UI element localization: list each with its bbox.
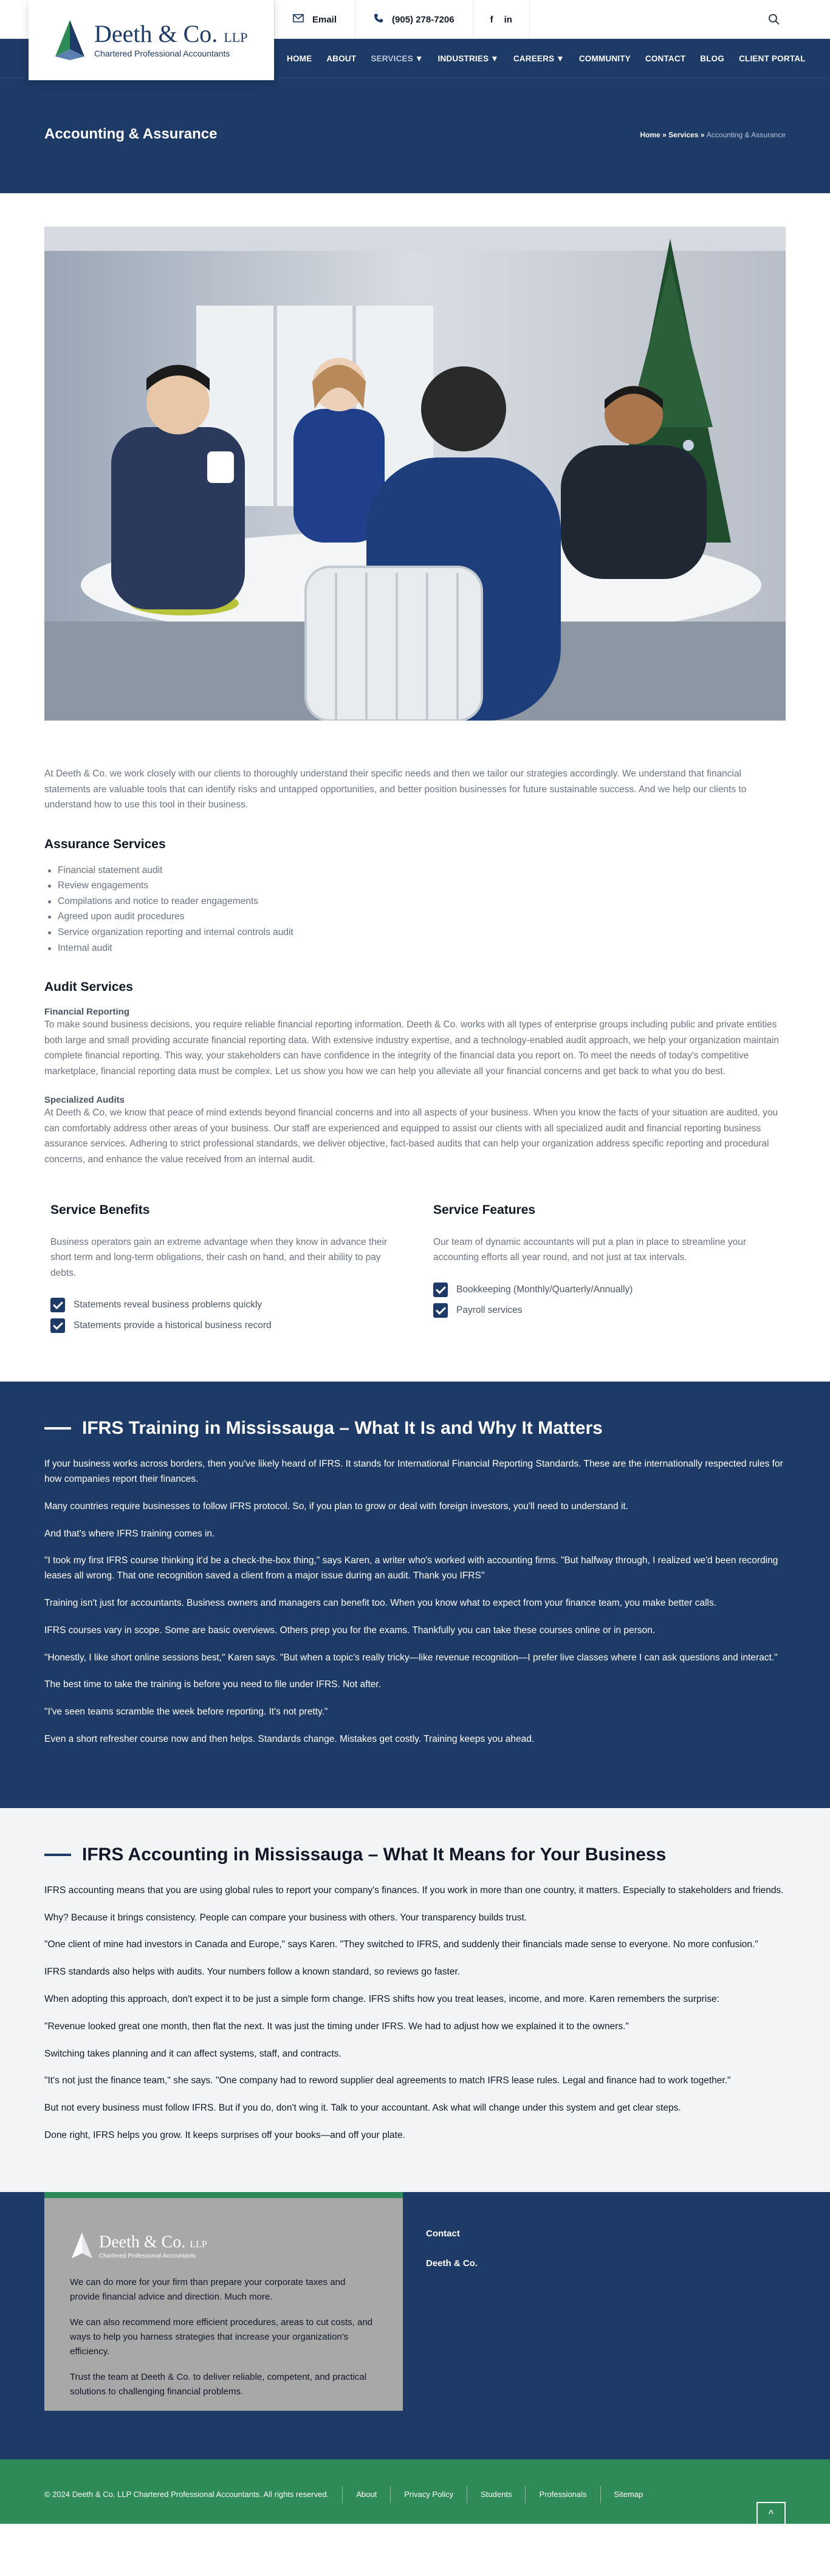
paragraph: "I took my first IFRS course thinking it'd be a check-the-box thing," says Karen, a writer who's worked with accounting firms. "But halfway through, I realized we'd been recording leases all wrong. That one recognition saved a client from a major issue during an audit. Thank you IFRS" bbox=[44, 1555, 778, 1581]
paragraph: "Honestly, I like short online sessions best," Karen says. "But when a topic's really tricky—like revenue recognition—I prefer live classes where I can ask questions and interact." bbox=[44, 1652, 778, 1663]
service-features-title: Service Features bbox=[433, 1202, 536, 1217]
chevron-down-icon: ▼ bbox=[490, 53, 499, 63]
financial-reporting-title: Financial Reporting bbox=[44, 1007, 130, 1018]
footer-brand-suffix: LLP bbox=[190, 2239, 207, 2250]
list-item: Agreed upon audit procedures bbox=[44, 909, 786, 925]
footer-link-contact[interactable]: Contact bbox=[426, 2228, 460, 2239]
divider bbox=[390, 2486, 391, 2503]
checkbox-checked-icon bbox=[433, 1303, 448, 1318]
nav-services[interactable] bbox=[371, 54, 423, 63]
breadcrumb bbox=[640, 131, 786, 139]
service-columns bbox=[44, 1203, 786, 1340]
footer-brand-tagline: Chartered Professional Accountants bbox=[99, 2252, 196, 2259]
breadcrumb-separator: » bbox=[662, 131, 667, 139]
section-heading bbox=[44, 1845, 786, 1865]
search-icon[interactable] bbox=[768, 13, 780, 26]
chevron-down-icon: ▼ bbox=[556, 53, 564, 63]
checkbox-checked-icon bbox=[50, 1318, 65, 1333]
paragraph: IFRS accounting means that you are using global rules to report your company's finances. If you work in more than one country, it matters. Especially to stakeholders and friends. bbox=[44, 1885, 784, 1896]
breadcrumb-separator: » bbox=[700, 131, 705, 139]
breadcrumb-current: Accounting & Assurance bbox=[706, 131, 786, 139]
checkbox-checked-icon bbox=[433, 1283, 448, 1297]
page-title: Accounting & Assurance bbox=[44, 126, 218, 142]
service-features-text: Our team of dynamic accountants will put a plan in place to streamline your accounting efforts all year round, and not just at tax intervals. bbox=[433, 1236, 747, 1263]
footer-logo[interactable] bbox=[70, 2232, 377, 2262]
paragraph: Training isn't just for accountants. Business owners and managers can benefit too. When you know what to expect from your finance team, you make better calls. bbox=[44, 1598, 717, 1609]
bottom-link-sitemap[interactable]: Sitemap bbox=[614, 2490, 643, 2499]
heading-dash bbox=[44, 1854, 71, 1856]
bottom-link-privacy[interactable]: Privacy Policy bbox=[404, 2490, 454, 2499]
main-content bbox=[0, 193, 830, 1382]
benefit-item bbox=[50, 1298, 397, 1312]
ifrs-accounting-section bbox=[0, 1808, 830, 2192]
service-features bbox=[427, 1203, 786, 1340]
brand-tagline: Chartered Professional Accountants bbox=[94, 49, 230, 58]
divider bbox=[342, 2486, 343, 2503]
footer-links bbox=[426, 2228, 478, 2288]
nav-careers-label: CAREERS bbox=[513, 53, 555, 63]
list-item: Compilations and notice to reader engagements bbox=[44, 894, 786, 909]
nav-industries-label: INDUSTRIES bbox=[437, 53, 489, 63]
bottom-link-professionals[interactable]: Professionals bbox=[539, 2490, 587, 2499]
nav-community[interactable]: COMMUNITY bbox=[578, 53, 631, 63]
service-benefits-title: Service Benefits bbox=[50, 1202, 150, 1217]
list-item: Financial statement audit bbox=[44, 863, 786, 879]
paragraph: Why? Because it brings consistency. People can compare your business with others. Your transparency builds trust. bbox=[44, 1912, 527, 1923]
ifrs-training-title: IFRS Training in Mississauga – What It Is and Why It Matters bbox=[82, 1418, 603, 1439]
logo[interactable] bbox=[29, 0, 274, 80]
ifrs-training-section bbox=[0, 1382, 830, 1808]
brand-name: Deeth & Co. bbox=[94, 20, 218, 47]
paragraph: Done right, IFRS helps you grow. It keeps surprises off your books—and off your plate. bbox=[44, 2129, 405, 2140]
assurance-list bbox=[44, 863, 786, 956]
service-benefits-text: Business operators gain an extreme advantage when they know in advance their short term and long-term obligations, their cash on hand, and their ability to pay debts. bbox=[50, 1236, 388, 1278]
service-benefits bbox=[44, 1203, 403, 1340]
footer-paragraph: Trust the team at Deeth & Co. to deliver reliable, competent, and practical solutions to challenging financial problems. bbox=[70, 2371, 367, 2397]
logo-text bbox=[94, 22, 247, 58]
specialized-audits-title: Specialized Audits bbox=[44, 1095, 125, 1106]
divider bbox=[525, 2486, 526, 2503]
bottom-bar bbox=[0, 2459, 830, 2524]
footer-paragraph: We can also recommend more efficient procedures, areas to cut costs, and ways to help you harness strategies that increase your organization's efficiency. bbox=[70, 2317, 373, 2357]
back-to-top-button[interactable] bbox=[756, 2502, 786, 2526]
paragraph: "I've seen teams scramble the week before reporting. It's not pretty." bbox=[44, 1707, 328, 1718]
nav-contact[interactable]: CONTACT bbox=[645, 53, 686, 63]
phone-icon bbox=[374, 13, 383, 26]
bottom-link-about[interactable]: About bbox=[356, 2490, 377, 2499]
email-link[interactable] bbox=[274, 0, 355, 39]
page-banner bbox=[0, 78, 830, 193]
paragraph: IFRS courses vary in scope. Some are basic overviews. Others prep you for the exams. Thankfully you can take these courses online or in person. bbox=[44, 1625, 656, 1636]
nav-industries[interactable] bbox=[438, 54, 499, 63]
footer-card bbox=[44, 2192, 403, 2411]
site-header bbox=[0, 0, 830, 78]
footer-paragraph: We can do more for your firm than prepare your corporate taxes and provide financial advice and direction. Much more. bbox=[70, 2276, 346, 2302]
logo-mark-icon bbox=[53, 19, 87, 61]
chevron-down-icon: ▼ bbox=[414, 53, 424, 63]
paragraph: And that's where IFRS training comes in. bbox=[44, 1528, 215, 1539]
bottom-links bbox=[44, 2486, 643, 2503]
paragraph: The best time to take the training is before you need to file under IFRS. Not after. bbox=[44, 1679, 381, 1690]
benefit-label: Statements reveal business problems quickly bbox=[74, 1300, 262, 1310]
benefit-label: Statements provide a historical business record bbox=[74, 1320, 272, 1331]
feature-item bbox=[433, 1283, 780, 1297]
paragraph: When adopting this approach, don't expect it to be just a simple form change. IFRS shifts how you treat leases, income, and more. Karen remembers the surprise: bbox=[44, 1994, 719, 2004]
nav-menu bbox=[287, 39, 806, 78]
assurance-title: Assurance Services bbox=[44, 837, 166, 851]
phone-link[interactable] bbox=[355, 0, 473, 39]
checkbox-checked-icon bbox=[50, 1298, 65, 1312]
paragraph: But not every business must follow IFRS. But if you do, don't wing it. Talk to your accountant. Ask what will change under this system and get clear steps. bbox=[44, 2103, 681, 2114]
ifrs-accounting-title: IFRS Accounting in Mississauga – What It Means for Your Business bbox=[82, 1844, 667, 1865]
facebook-icon[interactable]: f bbox=[490, 14, 493, 25]
nav-client-portal[interactable]: CLIENT PORTAL bbox=[739, 53, 806, 63]
nav-home[interactable]: HOME bbox=[287, 53, 312, 63]
divider bbox=[600, 2486, 601, 2503]
nav-careers[interactable] bbox=[513, 54, 564, 63]
paragraph: If your business works across borders, then you've likely heard of IFRS. It stands for International Financial Reporting Standards. These are the internationally respected rules for how companies report their finances. bbox=[44, 1459, 783, 1485]
phone-number: (905) 278-7206 bbox=[392, 14, 454, 25]
linkedin-icon[interactable]: in bbox=[504, 14, 512, 25]
paragraph: "It's not just the finance team," she says. "One company had to reword supplier deal agreements to match IFRS lease rules. Legal and finance had to work together." bbox=[44, 2075, 731, 2086]
list-item: Internal audit bbox=[44, 940, 786, 956]
paragraph: "One client of mine had investors in Canada and Europe," says Karen. "They switched to IFRS, and suddenly their financials made sense to everyone. No more confusion." bbox=[44, 1939, 758, 1950]
paragraph: Even a short refresher course now and then helps. Standards change. Mistakes get costly. Training keeps you ahead. bbox=[44, 1734, 535, 1745]
brand-suffix: LLP bbox=[224, 30, 248, 45]
financial-reporting-text: To make sound business decisions, you require reliable financial reporting information. Deeth & Co. works with all types of enterprise groups including public and private entities both large and small providing accurate financial reporting data. With extensive industry expertise, and a technology-enabled audit approach, we help your organization maintain complete financial reporting. This way, your stakeholders can have confidence in the integrity of the financial data you report on. To meet the needs of today's competitive marketplace, financial reporting data must be complex. Let us show you how we can help you alleviate all your financial concerns and get back to what you do best. bbox=[44, 1019, 779, 1077]
paragraph: Many countries require businesses to follow IFRS protocol. So, if you plan to grow or deal with foreign investors, you'll need to understand it. bbox=[44, 1501, 629, 1512]
paragraph: "Revenue looked great one month, then flat the next. It was just the timing under IFRS. We had to adjust how we explained it to the owners." bbox=[44, 2021, 629, 2032]
office-meeting-photo bbox=[44, 227, 786, 721]
copyright: © 2024 Deeth & Co. LLP Chartered Professional Accountants. All rights reserved. bbox=[44, 2490, 329, 2499]
hero-image bbox=[44, 227, 786, 721]
specialized-audits-text: At Deeth & Co, we know that peace of mind extends beyond financial concerns and into all aspects of your business. When you know the facts of your situation are audited, you can comfortably address other areas of your business. Our staff are experienced and equipped to assist our clients with all specialized audit and financial reporting business assurance services. Adhering to strict professional standards, we deliver objective, fact-based audits that can help your organization address specific reporting and procedural concerns, and enhance the value received from an internal audit. bbox=[44, 1108, 778, 1165]
site-footer bbox=[0, 2192, 830, 2524]
envelope-icon bbox=[293, 14, 304, 26]
footer-brand-name: Deeth & Co. bbox=[99, 2232, 186, 2252]
logo-mark-icon bbox=[70, 2232, 94, 2262]
audit-title: Audit Services bbox=[44, 980, 133, 995]
breadcrumb-home[interactable]: Home bbox=[640, 131, 660, 139]
benefit-item bbox=[50, 1318, 397, 1333]
list-item: Service organization reporting and internal controls audit bbox=[44, 925, 786, 940]
chevron-up-icon: ^ bbox=[768, 2507, 774, 2520]
feature-label: Payroll services bbox=[456, 1304, 523, 1315]
feature-label: Bookkeeping (Monthly/Quarterly/Annually) bbox=[456, 1284, 633, 1295]
footer-link-deeth[interactable]: Deeth & Co. bbox=[426, 2258, 478, 2269]
intro-text: At Deeth & Co. we work closely with our clients to thoroughly understand their specific needs and then we tailor our strategies accordingly. We understand that financial statements are valuable tools that can identify risks and untapped opportunities, and better position businesses for future sustainable success. And we help our clients to understand how to use this tool in their business. bbox=[44, 769, 747, 810]
heading-dash bbox=[44, 1427, 71, 1430]
paragraph: IFRS standards also helps with audits. Your numbers follow a known standard, so reviews go faster. bbox=[44, 1967, 461, 1978]
bottom-link-students[interactable]: Students bbox=[481, 2490, 512, 2499]
feature-item bbox=[433, 1303, 780, 1318]
list-item: Review engagements bbox=[44, 878, 786, 894]
nav-services-label: SERVICES bbox=[371, 53, 413, 63]
footer-main bbox=[0, 2192, 830, 2459]
nav-blog[interactable]: BLOG bbox=[700, 53, 725, 63]
contact-items bbox=[274, 0, 530, 39]
email-label: Email bbox=[312, 14, 337, 25]
social-links bbox=[473, 0, 530, 39]
paragraph: Switching takes planning and it can affect systems, staff, and contracts. bbox=[44, 2048, 341, 2059]
section-heading bbox=[44, 1418, 786, 1439]
nav-about[interactable]: ABOUT bbox=[326, 53, 357, 63]
breadcrumb-services[interactable]: Services bbox=[668, 131, 699, 139]
